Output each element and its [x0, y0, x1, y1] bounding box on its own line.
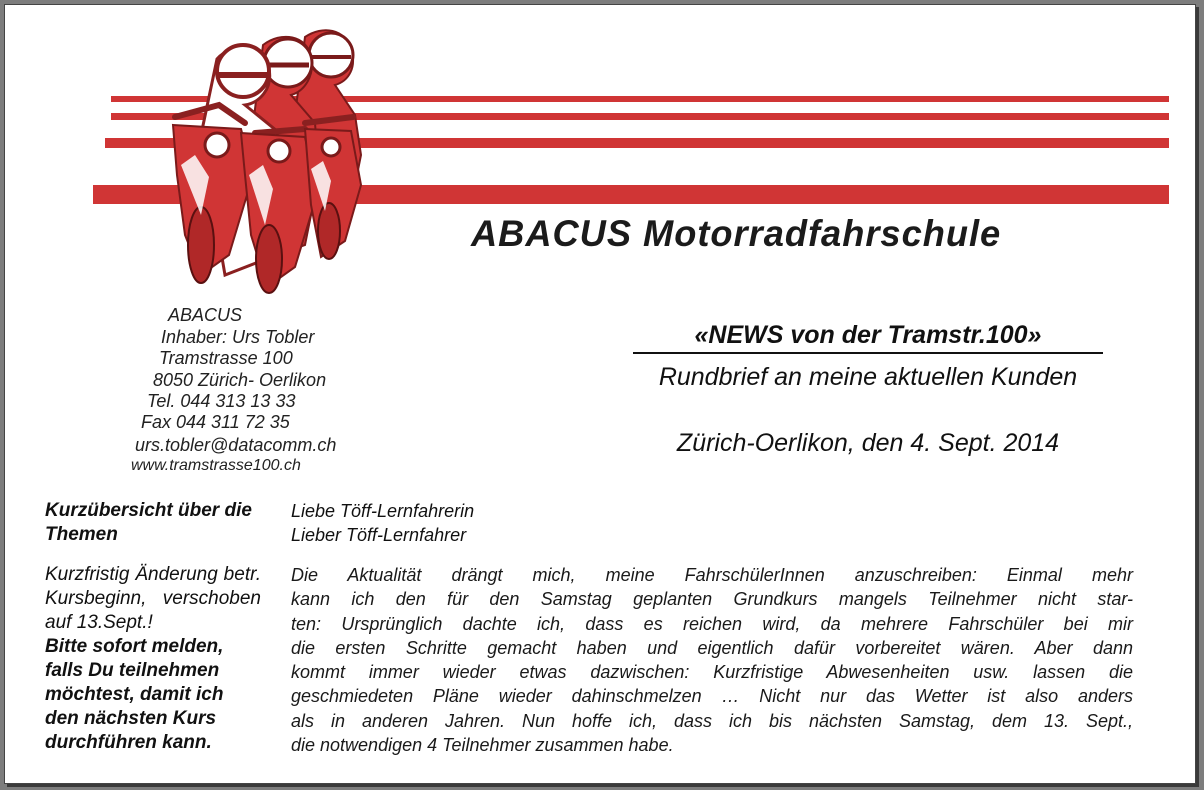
letter-line: geschmiedeten Pläne wieder dahinschmelzen … Nicht nur das Wetter ist also anders: [291, 686, 1133, 707]
newsletter-subtitle: Rundbrief an meine aktuellen Kunden: [658, 363, 1078, 391]
school-title: ABACUS Motorradfahrschule: [471, 213, 1002, 254]
address-email-link[interactable]: urs.tobler@datacomm.ch: [135, 435, 337, 455]
address-web-link[interactable]: www.tramstrasse100.ch: [131, 457, 301, 474]
letter-line: ten: Ursprünglich dachte ich, dass es reichen wird, da mehrere Fahrschüler bei mir: [291, 613, 1133, 634]
address-city: 8050 Zürich- Oerlikon: [153, 370, 327, 390]
sidebar-callout: Bitte sofort melden, falls Du teilnehmen möchtest, damit ich den nächsten Kurs durchführen kann.: [45, 636, 224, 753]
sidebar-heading: Kurzübersicht über die Themen: [45, 500, 252, 545]
riders-icon: [173, 30, 361, 293]
newsletter-dateline: Zürich-Oerlikon, den 4. Sept. 2014: [676, 429, 1060, 457]
newsletter-headline: «NEWS von der Tramstr.100»: [633, 321, 1103, 354]
letter-line: kann ich den für den Samstag geplanten Grundkurs mangels Teilnehmer nicht star-: [291, 589, 1133, 610]
letter-greeting-male: Lieber Töff-Lernfahrer: [291, 525, 467, 545]
address-phone: Tel. 044 313 13 33: [147, 391, 296, 411]
letter-line: Die Aktualität drängt mich, meine FahrschülerInnen anzuschreiben: Einmal mehr: [291, 565, 1133, 585]
sidebar-summary: Kurzfristig Änderung betr. Kursbeginn, verschoben auf 13.Sept.!: [45, 564, 261, 633]
letter-body: [291, 563, 1133, 757]
address-street: Tramstrasse 100: [159, 348, 293, 368]
letter-line: die ersten Schritte gemacht haben und eigentlich dafür vorbereitet wären. Aber dann: [291, 637, 1133, 658]
letter-line: kommt immer wieder etwas dazwischen: Kurzfristige Abwesenheiten usw. lassen die: [291, 662, 1133, 683]
letter-line: als in anderen Jahren. Nun hoffe ich, dass ich bis nächsten Samstag, dem 13. Sept.,: [291, 710, 1133, 731]
letter-line: die notwendigen 4 Teilnehmer zusammen habe.: [291, 735, 674, 756]
address-company: ABACUS: [168, 305, 243, 325]
letter-greeting-female: Liebe Töff-Lernfahrerin: [291, 501, 475, 521]
address-fax: Fax 044 311 72 35: [141, 412, 290, 432]
newsletter-page: [4, 4, 1196, 784]
address-owner: Inhaber: Urs Tobler: [161, 327, 315, 347]
motorcycle-riders-logo: [5, 5, 1195, 305]
